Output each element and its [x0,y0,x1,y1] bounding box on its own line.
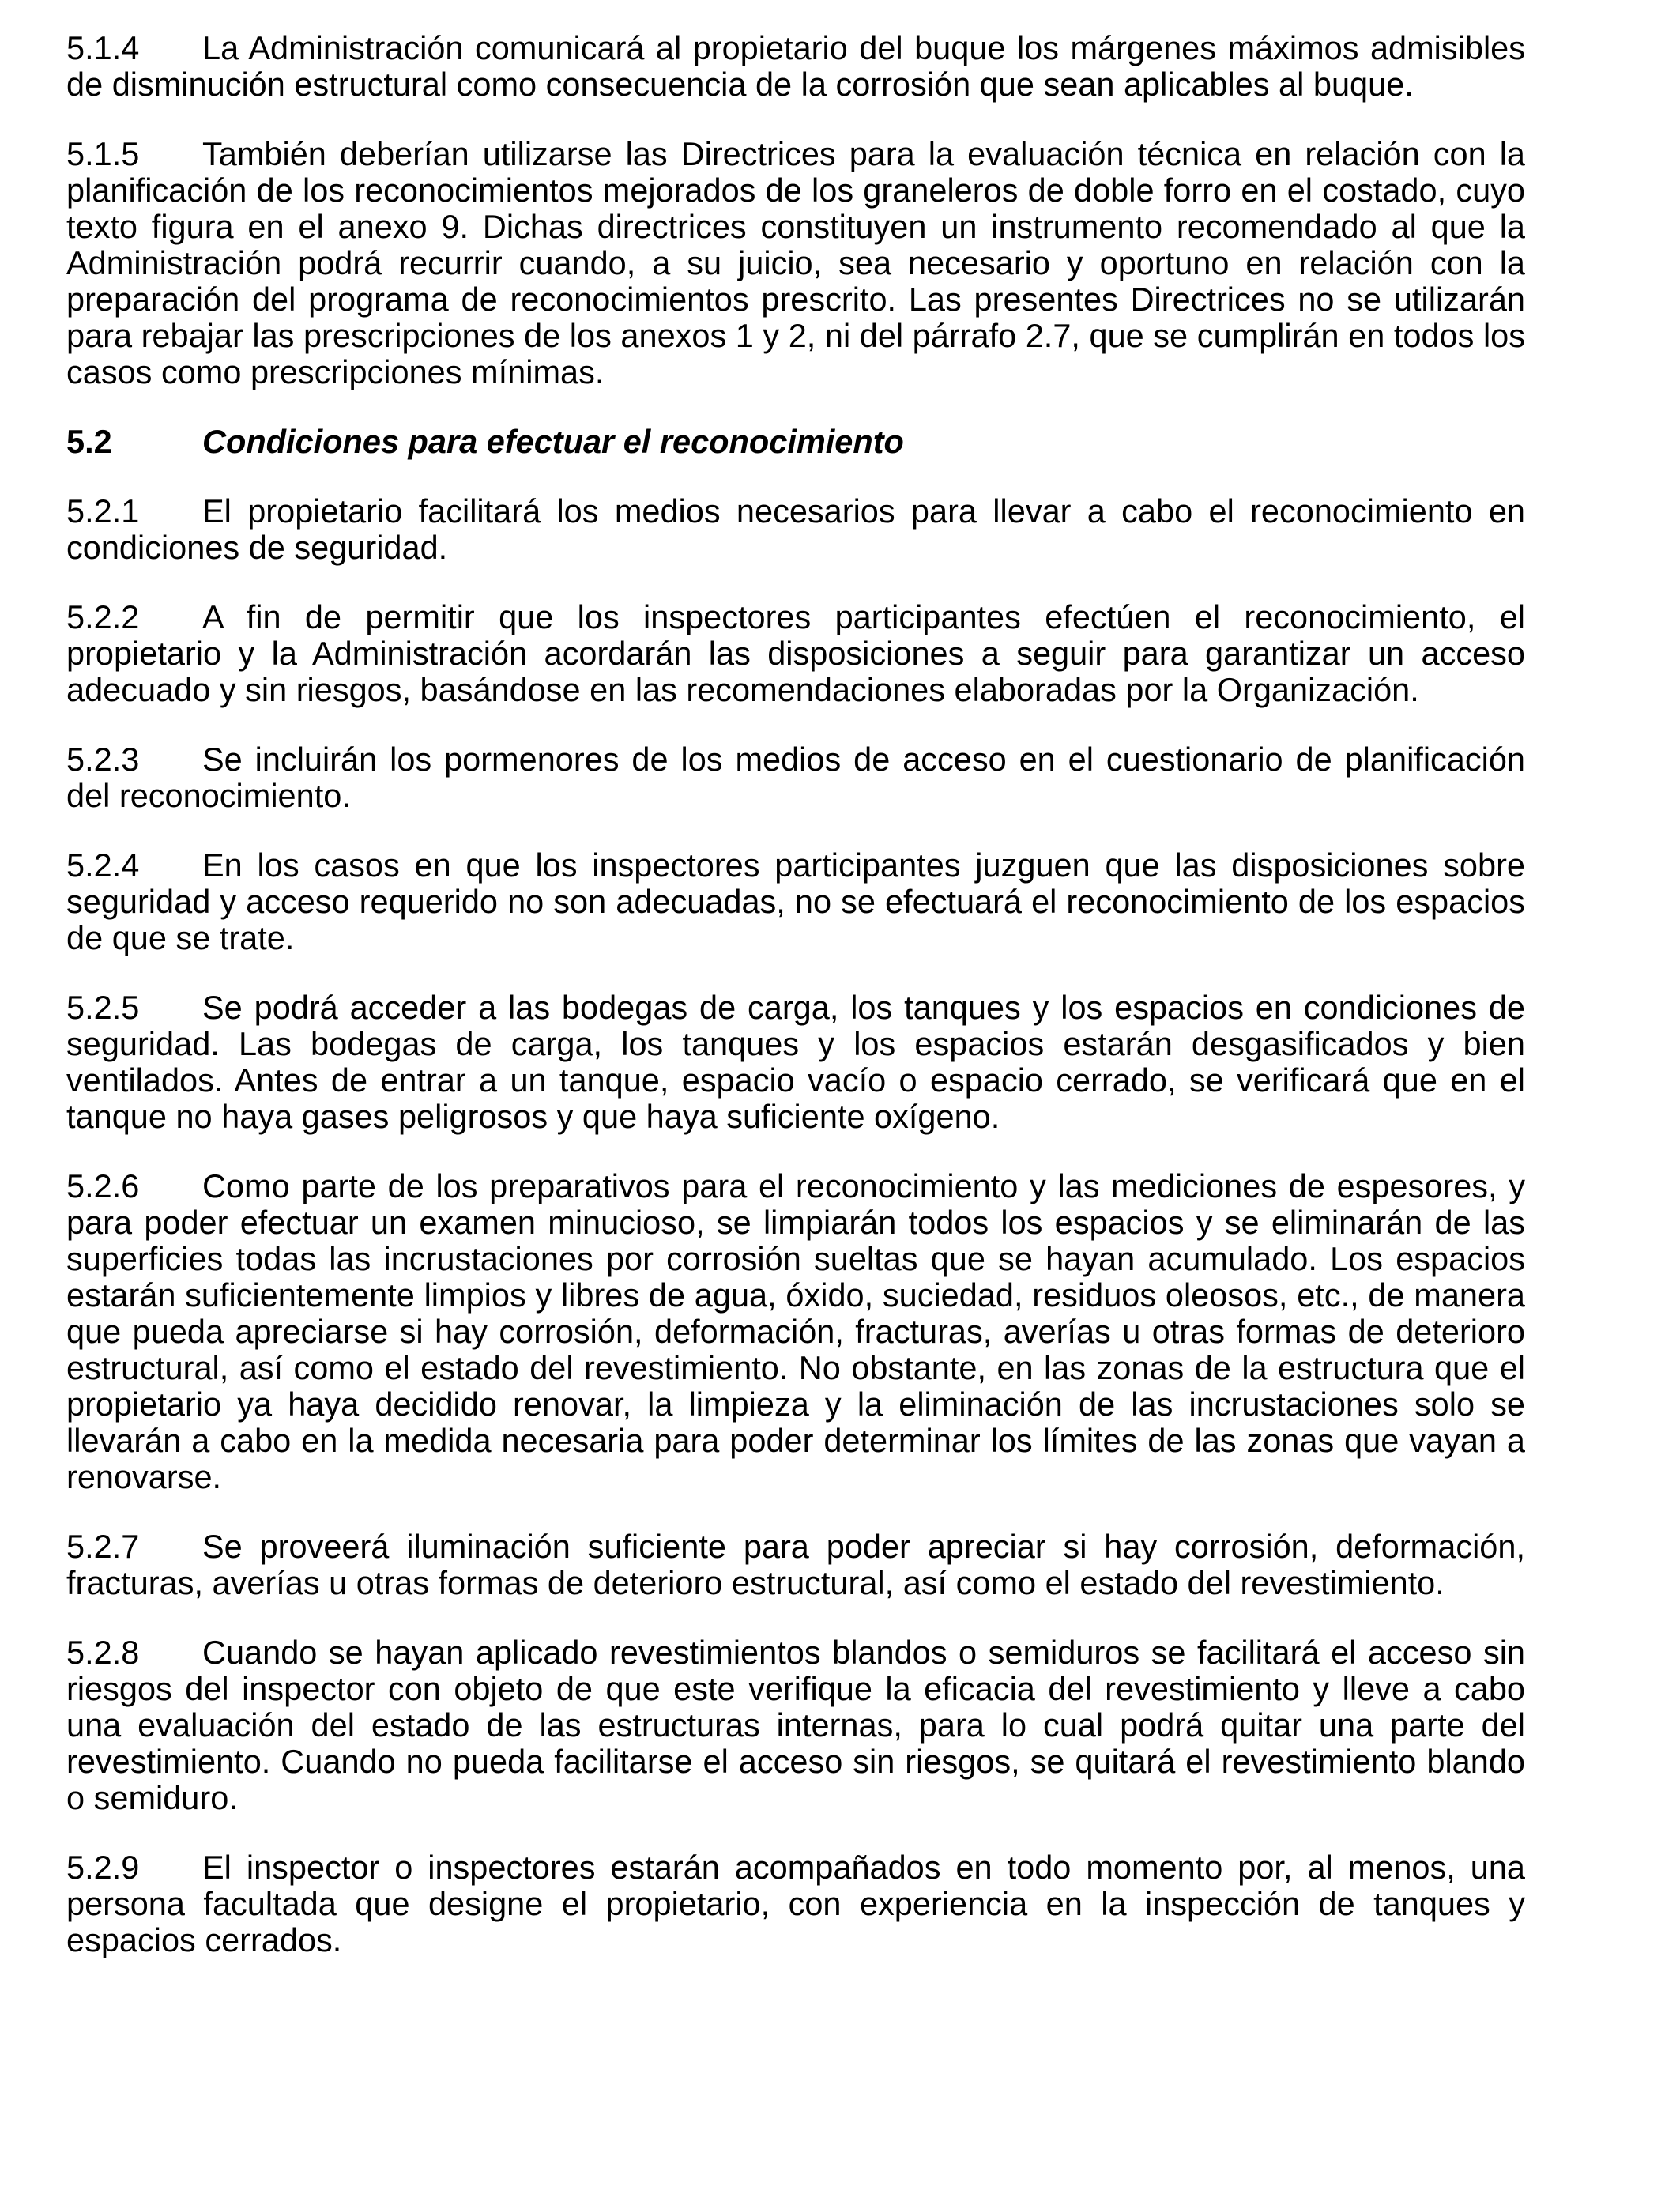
paragraph-number: 5.2.5 [66,989,140,1026]
section-number: 5.2 [66,423,112,460]
paragraph-text: Se incluirán los pormenores de los medios de acceso en el cuestionario de planificación del reconocimiento. [66,741,1525,814]
paragraph-5-1-4 [66,30,1525,103]
paragraph-5-2-5 [66,990,1525,1135]
paragraph-number: 5.2.9 [66,1849,140,1886]
paragraph-number: 5.2.3 [66,741,140,778]
paragraph-text: Cuando se hayan aplicado revestimientos blandos o semiduros se facilitará el acceso sin riesgos del inspector con objeto de que este verifique la eficacia del revestimiento y lleve a cabo una evaluación del estado de las estructuras internas, para lo cual podrá quitar una parte del revestimiento. Cuando no pueda facilitarse el acceso sin riesgos, se quitará el revestimiento blando o semiduro. [66,1634,1525,1816]
paragraph-text: Se proveerá iluminación suficiente para poder apreciar si hay corrosión, deformación, fracturas, averías u otras formas de deterioro estructural, así como el estado del revestimiento. [66,1528,1525,1601]
section-heading-5-2 [66,424,1525,460]
paragraph-5-2-2 [66,599,1525,708]
paragraph-5-2-1 [66,493,1525,566]
paragraph-number: 5.2.8 [66,1634,140,1671]
paragraph-5-2-4 [66,847,1525,956]
paragraph-5-2-6 [66,1168,1525,1495]
document-page [66,30,1525,1992]
paragraph-text: El inspector o inspectores estarán acompañados en todo momento por, al menos, una persona facultada que designe el propietario, con experiencia en la inspección de tanques y espacios cerrados. [66,1849,1525,1958]
paragraph-5-2-9 [66,1849,1525,1958]
paragraph-5-1-5 [66,136,1525,390]
paragraph-5-2-3 [66,741,1525,814]
paragraph-text: A fin de permitir que los inspectores participantes efectúen el reconocimiento, el propietario y la Administración acordarán las disposiciones a seguir para garantizar un acceso adecuado y sin riesgos, basándose en las recomendaciones elaboradas por la Organización. [66,598,1525,708]
paragraph-text: También deberían utilizarse las Directrices para la evaluación técnica en relación con la planificación de los reconocimientos mejorados de los graneleros de doble forro en el costado, cuyo texto figura en el anexo 9. Dichas directrices constituyen un instrumento recomendado al que la Administración podrá recurrir cuando, a su juicio, sea necesario y oportuno en relación con la preparación del programa de reconocimientos prescrito. Las presentes Directrices no se utilizarán para rebajar las prescripciones de los anexos 1 y 2, ni del párrafo 2.7, que se cumplirán en todos los casos como prescripciones mínimas. [66,135,1525,390]
paragraph-number: 5.1.5 [66,135,140,172]
paragraph-number: 5.1.4 [66,29,140,66]
section-title: Condiciones para efectuar el reconocimiento [202,423,904,460]
paragraph-text: En los casos en que los inspectores participantes juzguen que las disposiciones sobre seguridad y acceso requerido no son adecuadas, no se efectuará el reconocimiento de los espacios de que se trate. [66,846,1525,956]
paragraph-number: 5.2.2 [66,598,140,635]
paragraph-text: La Administración comunicará al propietario del buque los márgenes máximos admisibles de disminución estructural como consecuencia de la corrosión que sean aplicables al buque. [66,29,1525,103]
paragraph-number: 5.2.6 [66,1167,140,1204]
paragraph-5-2-8 [66,1634,1525,1816]
paragraph-text: Como parte de los preparativos para el reconocimiento y las mediciones de espesores, y para poder efectuar un examen minucioso, se limpiarán todos los espacios y se eliminarán de las superficies todas las incrustaciones por corrosión sueltas que se hayan acumulado. Los espacios estarán suficientemente limpios y libres de agua, óxido, suciedad, residuos oleosos, etc., de manera que pueda apreciarse si hay corrosión, deformación, fracturas, averías u otras formas de deterioro estructural, así como el estado del revestimiento. No obstante, en las zonas de la estructura que el propietario ya haya decidido renovar, la limpieza y la eliminación de las incrustaciones solo se llevarán a cabo en la medida necesaria para poder determinar los límites de las zonas que vayan a renovarse. [66,1167,1525,1495]
paragraph-number: 5.2.7 [66,1528,140,1565]
paragraph-number: 5.2.4 [66,846,140,884]
paragraph-text: Se podrá acceder a las bodegas de carga, los tanques y los espacios en condiciones de seguridad. Las bodegas de carga, los tanques y los espacios estarán desgasificados y bien ventilados. Antes de entrar a un tanque, espacio vacío o espacio cerrado, se verificará que en el tanque no haya gases peligrosos y que haya suficiente oxígeno. [66,989,1525,1135]
paragraph-number: 5.2.1 [66,492,140,530]
paragraph-text: El propietario facilitará los medios necesarios para llevar a cabo el reconocimiento en condiciones de seguridad. [66,492,1525,566]
paragraph-5-2-7 [66,1529,1525,1601]
